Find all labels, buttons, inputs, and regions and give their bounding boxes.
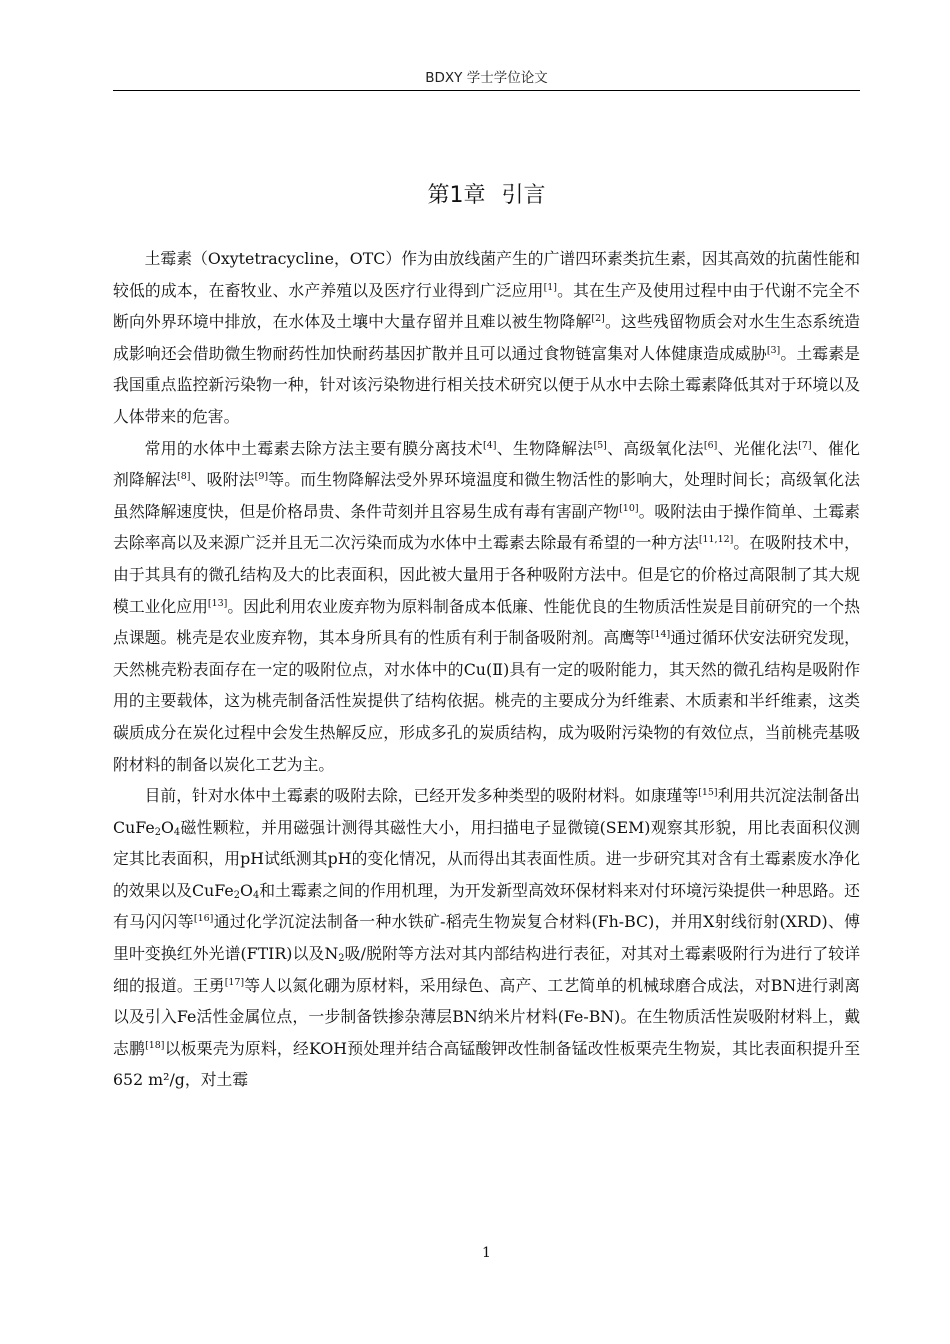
paragraph <box>113 433 860 781</box>
paragraph <box>113 243 860 433</box>
text-run: 等。而生物降解法受外界环境温度和微生物活性的影响大，处理时间长；高级氧化法虽然降解速度快，但是价格昂贵、条件苛刻并且容易生成有毒有害副产物 <box>113 470 860 521</box>
citation-ref: [9] <box>254 471 269 482</box>
text-run: 吸/脱附等方法对其内部结构进行表征，对其对土霉素吸附行为进行了较详细的报道。王勇 <box>113 944 860 995</box>
citation-ref: [11,12] <box>698 534 734 546</box>
citation-ref: [4] <box>483 439 497 451</box>
body-text <box>113 243 860 1096</box>
header-rule <box>113 90 860 91</box>
citation-ref: [10] <box>619 502 639 514</box>
text-run: 通过化学沉淀法制备一种水铁矿-稻壳生物炭复合材料(Fh-BC)，并用X射线衍射(XRD)、傅里叶变换红外光谱(FTIR)以及N <box>113 912 860 964</box>
citation-ref: [16] <box>193 913 214 925</box>
citation-ref: [18] <box>145 1039 165 1051</box>
text-run: 、催化剂降解法 <box>113 438 860 490</box>
text-run: 。因此利用农业废弃物为原料制备成本低廉、性能优良的生物质活性炭是目前研究的一个热点课题。桃壳是农业废弃物，其本身所具有的性质有利于制备吸附剂。高鹰等 <box>113 596 860 648</box>
text-run: 。这些残留物质会对水生生态系统造成影响还会借助微生物耐药性加快耐药基因扩散并且可以通过食物链富集对人体健康造成威胁 <box>113 312 860 363</box>
citation-ref: [5] <box>593 439 607 451</box>
text-run: 等人以氮化硼为原材料，采用绿色、高产、工艺简单的机械球磨合成法，对BN进行剥离以及引入Fe活性金属位点，一步制备铁掺杂薄层BN纳米片材料(Fe-BN)。在生物质活性炭吸附材料上，戴志鹏 <box>113 975 860 1058</box>
text-run: 和土霉素之间的作用机理，为开发新型高效环保材料来对付环境污染提供一种思路。还有马闪闪等 <box>113 880 860 932</box>
citation-ref: [6] <box>703 439 718 451</box>
text-run: 、高级氧化法 <box>606 438 704 458</box>
text-run: 通过循环伏安法研究发现，天然桃壳粉表面存在一定的吸附位点，对水体中的Cu(Ⅱ)具有一定的吸附能力，其天然的微孔结构是吸附作用的主要载体，这为桃壳制备活性炭提供了结构依据。桃壳的主要成分为纤维素、木质素和半纤维素，这类碳质成分在炭化过程中会发生热解反应，形成多孔的炭质结构，成为吸附污染物的有效位点，当前桃壳基吸附材料的制备以炭化工艺为主。 <box>113 628 860 774</box>
chapter-number: 第1章 <box>427 183 486 208</box>
citation-ref: [17] <box>224 976 245 988</box>
citation-ref: [1] <box>543 281 557 293</box>
citation-ref: [15] <box>698 786 718 798</box>
subscript: 4 <box>173 826 181 838</box>
citation-ref: [14] <box>650 628 671 640</box>
subscript: 2 <box>233 889 240 901</box>
subscript: 2 <box>154 826 161 838</box>
text-run: O <box>240 880 253 900</box>
text-run: 利用共沉淀法制备出CuFe <box>113 786 860 837</box>
text-run: 。在吸附技术中，由于其具有的微孔结构及大的比表面积，因此被大量用于各种吸附方法中。但是它的价格过高限制了其大规模工业化应用 <box>113 533 860 616</box>
text-run: O <box>160 817 174 837</box>
text-run: 磁性颗粒，并用磁强计测得其磁性大小，用扫描电子显微镜(SEM)观察其形貌，用比表面积仪测定其比表面积，用pH试纸测其pH的变化情况，从而得出其表面性质。进一步研究其对含有土霉素废水净化的效果以及CuFe <box>113 817 860 900</box>
text-run: 。其在生产及使用过程中由于代谢不完全不断向外界环境中排放，在水体及土壤中大量存留并且难以被生物降解 <box>113 280 860 332</box>
text-run: 常用的水体中土霉素去除方法主要有膜分离技术 <box>144 438 483 458</box>
citation-ref: [13] <box>207 597 228 609</box>
text-run: 以板栗壳为原料，经KOH预处理并结合高锰酸钾改性制备锰改性板栗壳生物炭，其比表面积提升至652 m²/g，对土霉 <box>113 1038 860 1090</box>
paragraph <box>113 780 860 1096</box>
citation-ref: [2] <box>591 313 605 325</box>
citation-ref: [8] <box>177 471 191 482</box>
text-run: 土霉素（Oxytetracycline，OTC）作为由放线菌产生的广谱四环素类抗生素，因其高效的抗菌性能和较低的成本，在畜牧业、水产养殖以及医疗行业得到广泛应用 <box>113 249 860 300</box>
chapter-heading: 引言 <box>501 183 546 208</box>
citation-ref: [7] <box>798 439 812 451</box>
text-run: 。吸附法由于操作简单、土霉素去除率高以及来源广泛并且无二次污染而成为水体中土霉素去除最有希望的一种方法 <box>113 501 860 553</box>
text-run: 目前，针对水体中土霉素的吸附去除，已经开发多种类型的吸附材料。如康瑾等 <box>144 786 699 806</box>
text-run: 。土霉素是我国重点监控新污染物一种，针对该污染物进行相关技术研究以便于从水中去除土霉素降低其对于环境以及人体带来的危害。 <box>113 343 860 426</box>
text-run: 、光催化法 <box>717 438 799 458</box>
text-run: 、吸附法 <box>190 470 255 490</box>
subscript: 4 <box>252 889 260 901</box>
subscript: 2 <box>338 953 345 965</box>
page-number: 1 <box>482 1245 491 1261</box>
text-run: 、生物降解法 <box>496 438 594 458</box>
running-header: BDXY 学士学位论文 <box>425 70 548 86</box>
citation-ref: [3] <box>766 344 781 356</box>
chapter-title <box>113 178 860 209</box>
